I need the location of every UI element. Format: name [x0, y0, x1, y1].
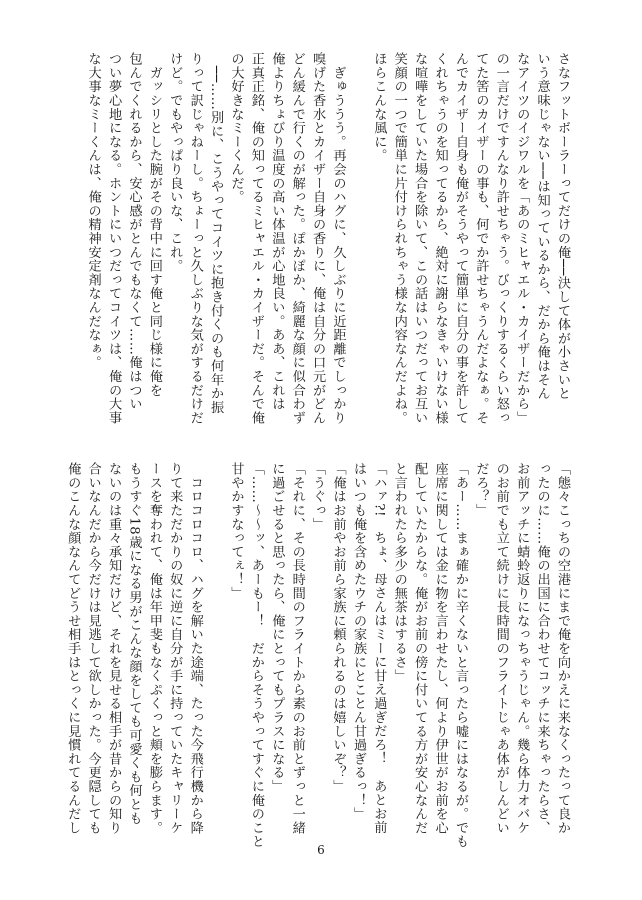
text-line: くれちゃうのを知ってるから、絶対に謝らなきゃいけない様	[432, 52, 448, 425]
text-line: 「うぐっ」	[310, 462, 326, 531]
text-line: いう意味じゃない──は知っているから、だから俺はそん	[534, 52, 550, 401]
text-line: ほらこんな風に。	[371, 52, 387, 163]
text-line: ないのは重々承知だけど、それを見せる相手が昔からの知り	[106, 462, 122, 835]
text-line: な喧嘩をしていた場合を除いて、この話はいつだってお互い	[412, 52, 428, 425]
text-line: ──……別に、こうやってコイツに抱き付くのも何年か振	[208, 52, 224, 415]
text-line: コロコロコロ、ハグを解いた途端、たった今飛行機から降	[187, 462, 203, 835]
text-line: 「それに、その長時間のフライトから素のお前とずっと一緒	[289, 462, 305, 835]
text-line: 笑顔の一つで簡単に片付けられちゃう様な内容なんだよね。	[391, 52, 407, 425]
text-line: さなフットボーラーってだけの俺──決して体が小さいと	[555, 52, 570, 401]
text-line: に過ごせると思ったら、俺にとってもプラスになる」	[269, 462, 285, 794]
text-line: ったのに……俺の出国に合わせてコッチに来ちゃったらさ、	[534, 462, 550, 835]
text-line: 甘やかすなってぇ！」	[228, 462, 244, 600]
text-line: つい夢心地になる。ホントにいつだってコイツは、俺の大事	[106, 52, 122, 425]
text-line: りって訳じゃねーし。ちょーっと久しぶりな気がするだけだ	[187, 52, 203, 425]
text-line: な大事なミーくんは、俺の精神安定剤なんだなぁ。	[85, 52, 101, 370]
text-line: 「あー……まぁ確かに辛くないと言ったら嘘にはなるが。でも	[452, 462, 468, 849]
text-line: のお前でも立て続けに長時間のフライトじゃあ体がしんどい	[493, 462, 509, 835]
text-line: もうすぐ18歳になる男がこんな顔をしても可愛くも何とも	[126, 462, 142, 825]
text-line: てた筈のカイザーの事も、何でか許せちゃうんだよなぁ。そ	[473, 52, 489, 425]
text-line: ぎゅううう。再会のハグに、久しぶりに近距離でしっかり	[330, 52, 346, 425]
text-line: はいつも俺を含めたウチの家族にとことん甘過ぎるっ！」	[350, 462, 366, 821]
text-line: けど。でもやっぱり良いな、これ。	[167, 52, 183, 273]
text-line: 「態々こっちの空港にまで俺を向かえに来なくったって良か	[555, 462, 570, 835]
text-line: お前アッチに蜻蛉返りになっちゃうじゃん。幾ら体力オバケ	[514, 462, 530, 835]
text-line: 「俺はお前やお前ら家族に頼られるのは嬉しいぞ？」	[330, 462, 346, 794]
text-line: 配していたからな。俺がお前の傍に付いてる方が安心なんだ	[412, 462, 428, 835]
text-line: と言われたら多少の無茶はするさ」	[391, 462, 407, 683]
text-line: なアイツのイジワルを「あのミヒャエル・カイザーだから」	[514, 52, 530, 425]
text-line: だろ？」	[473, 462, 489, 518]
text-line: 座席に関しては金に物を言わせたし、何より伊世がお前を心	[432, 462, 448, 835]
text-line: 「ハァ?! ちょ、母さんはミーに甘え過ぎだろ！ あとお前	[371, 462, 387, 835]
page-number: 6	[317, 843, 325, 857]
text-line: 正真正銘、俺の知ってるミヒャエル・カイザーだ。そんで俺	[248, 52, 264, 425]
top-text-block	[82, 52, 572, 442]
bottom-text-block	[62, 462, 572, 849]
text-line: 「……〜〜ッ、あーもー！ だからそうやってすぐに俺のこと	[248, 462, 264, 849]
text-line: 合いなんだから今だけは見逃して欲しかった。今更隠しても	[85, 462, 101, 835]
text-line: ガッシリとした腕がその背中に回す俺と同じ様に俺を	[146, 52, 162, 397]
text-line	[205, 462, 225, 832]
text-line: 俺よりちょびり温度の高い体温が心地良い。ああ、これは	[269, 52, 285, 411]
text-line: りて来ただかりの奴に逆に自分が手に持っていたキャリーケ	[167, 462, 183, 835]
text-line: 包んでくれるから、安心感がとんでもなくて……俺はつい	[126, 52, 142, 411]
text-line: どん緩んで行くのが解った。ぽかぽか、綺麗な顔に似合わず	[289, 52, 305, 425]
text-line: の一言だけですんなり許せちゃう。びっくりするくらい怒っ	[493, 52, 509, 425]
text-line: の大好きなミーくんだ。	[228, 52, 244, 204]
text-line: 俺のこんな顔なんてどうせ相手はとっくに見慣れてるんだし	[65, 462, 81, 835]
text-line: ースを奪われて、俺は年甲斐もなくぷくっと頬を膨らます。	[146, 462, 162, 835]
text-line: 嗅げた香水とカイザー自身の香りに、俺は自分の口元がどん	[310, 52, 326, 425]
text-line: んでカイザー自身も俺がそうやって簡単に自分の事を許して	[452, 52, 468, 425]
text-line	[348, 52, 368, 442]
